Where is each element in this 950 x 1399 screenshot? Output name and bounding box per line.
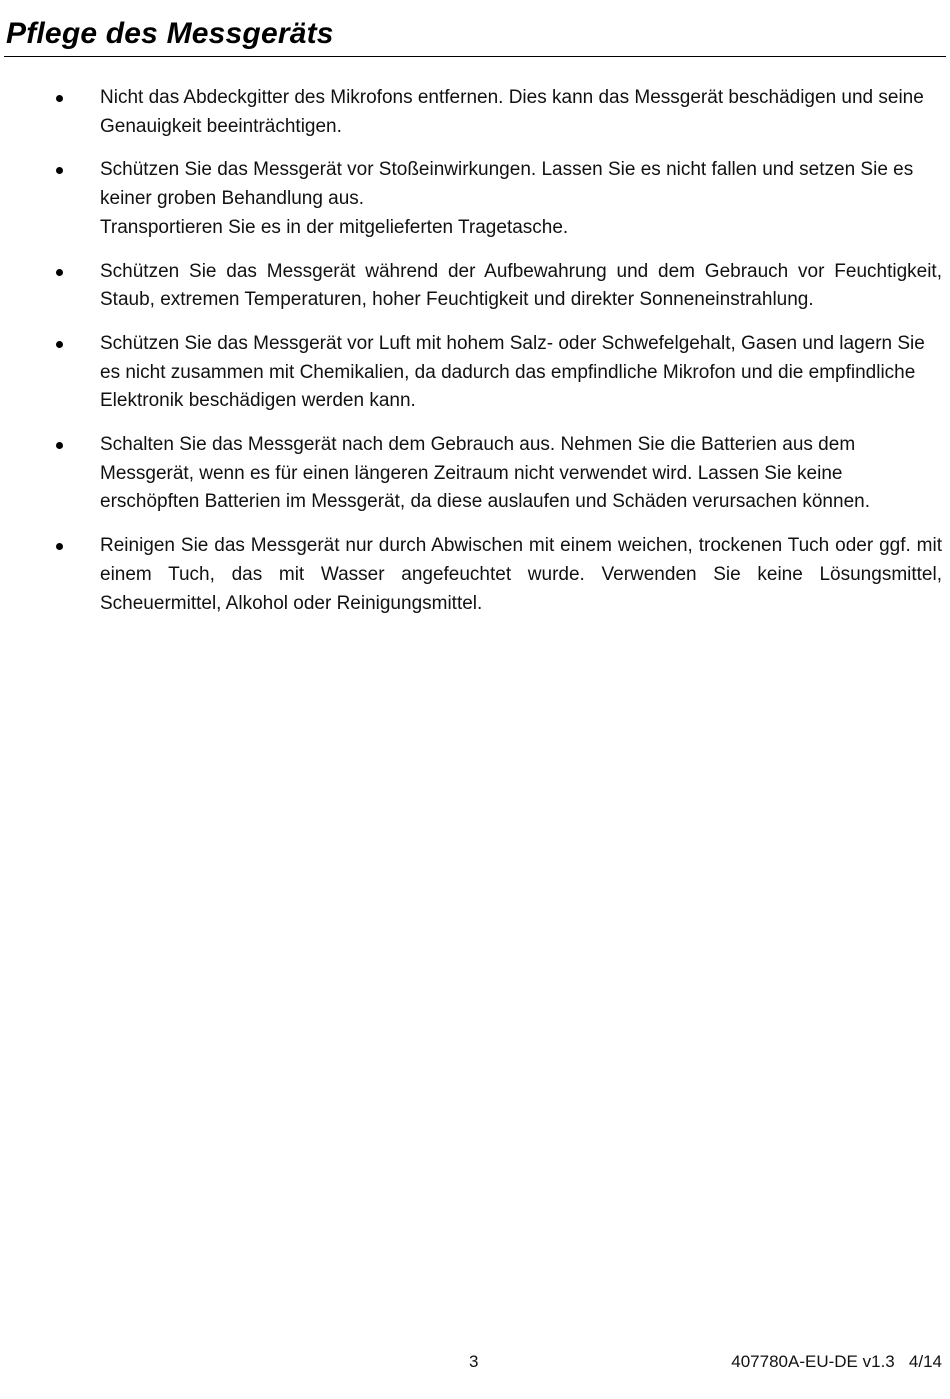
list-item-text [100,258,942,315]
bullet-icon [56,167,63,174]
document-reference: 407780A-EU-DE v1.3 4/14 [731,1352,942,1371]
list-item-text [100,330,942,416]
list-item-line: Reinigen Sie das Messgerät nur durch Abwischen mit einem weichen, trockenen Tuch oder ggf. mit einem Tuch, das mit Wasser angefeuchtet wurde. Verwenden Sie keine Lösungsmittel, Scheuermittel, Alkohol oder Reinigungsmittel. [100,535,942,614]
bullet-icon [56,269,63,276]
page-footer [0,1348,950,1376]
list-item-text [100,156,942,242]
page-title: Pflege des Messgeräts [6,17,334,50]
list-item [0,532,950,618]
list-item-line: Nicht das Abdeckgitter des Mikrofons entfernen. Dies kann das Messgerät beschädigen und seine Genauigkeit beeinträchtigen. [100,87,924,137]
list-item [0,258,950,315]
list-item-text [100,431,942,517]
bullet-icon [56,543,63,550]
list-item [0,156,950,242]
list-item-text [100,84,942,141]
bullet-icon [56,95,63,102]
title-underline [4,56,946,57]
list-item-line: Schützen Sie das Messgerät vor Luft mit hohem Salz- oder Schwefelgehalt, Gasen und lagern Sie es nicht zusammen mit Chemikalien, da dadurch das empfindliche Mikrofon und die empfindliche Elektronik beschädigen werden kann. [100,332,925,412]
list-item [0,84,950,141]
list-item-text [100,532,942,618]
bullet-icon [56,341,63,348]
list-item-line: Schützen Sie das Messgerät während der Aufbewahrung und dem Gebrauch vor Feuchtigkeit, Staub, extremen Temperaturen, hoher Feuchtigkeit und direkter Sonneneinstrahlung. [100,260,942,311]
page-number: 3 [469,1352,479,1371]
list-item-line: Schützen Sie das Messgerät vor Stoßeinwirkungen. Lassen Sie es nicht fallen und setzen Sie es keiner groben Behandlung aus. [100,159,914,210]
list-item-line: Schalten Sie das Messgerät nach dem Gebrauch aus. Nehmen Sie die Batterien aus dem Messgerät, wenn es für einen längeren Zeitraum nicht verwendet wird. Lassen Sie keine erschöpften Batterien im Messgerät, da diese auslaufen und Schäden verursachen können. [100,434,870,513]
list-item-line: Transportieren Sie es in der mitgelieferten Tragetasche. [100,216,569,238]
bullet-icon [56,442,63,449]
care-instructions-list [0,84,950,633]
list-item [0,431,950,517]
list-item [0,330,950,416]
